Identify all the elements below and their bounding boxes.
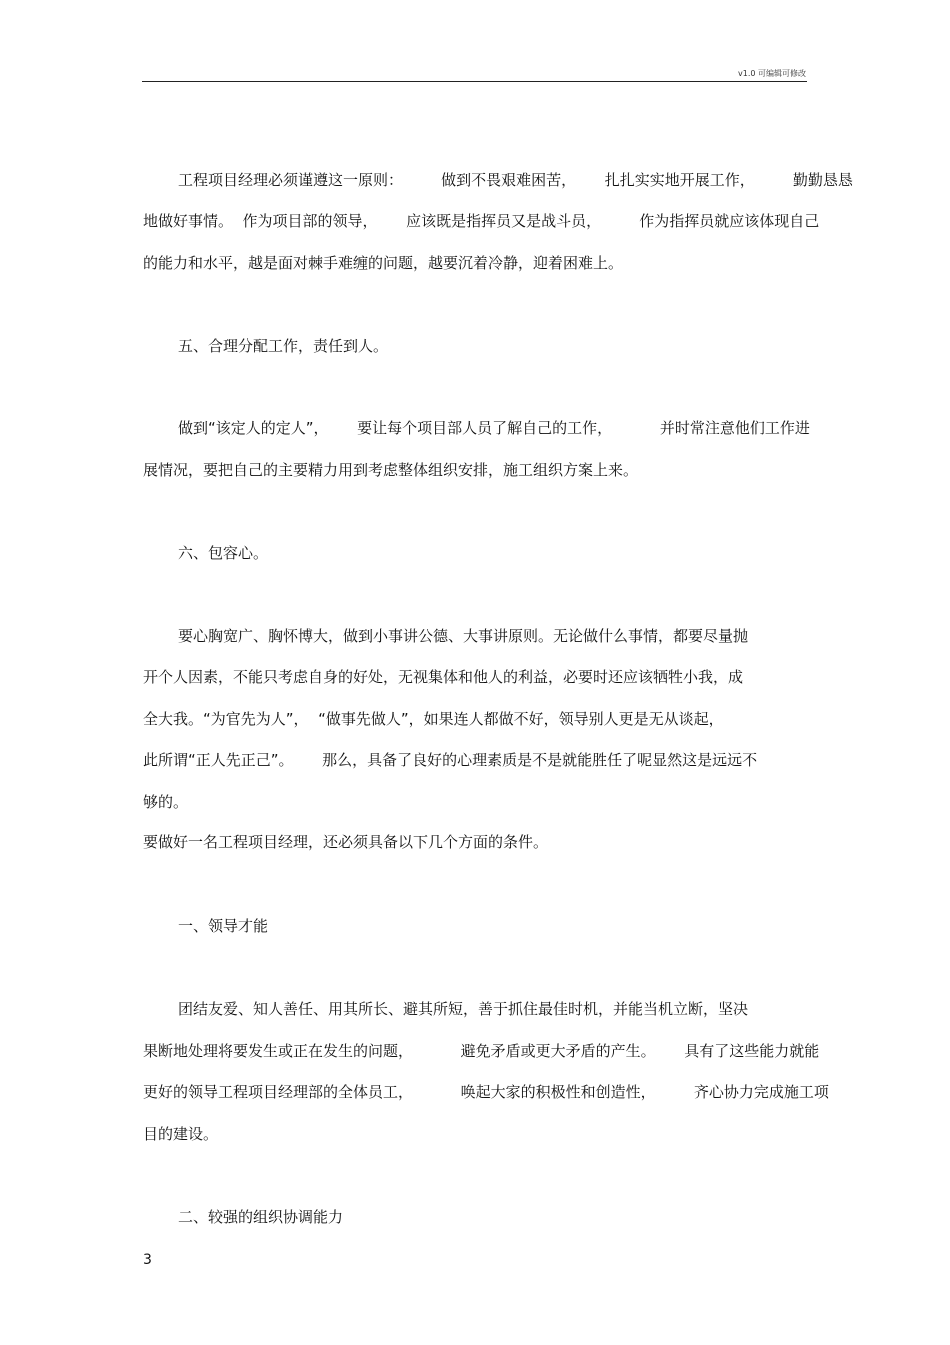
body-line: 做到“该定人的定人”， 要让每个项目部人员了解自己的工作， 并时常注意他们工作进 — [178, 419, 810, 437]
page-number: 3 — [143, 1252, 152, 1268]
body-line: 此所谓“正人先正己”。 那么，具备了良好的心理素质是不是就能胜任了呢显然这是远远不 — [143, 751, 758, 769]
body-line: 更好的领导工程项目经理部的全体员工， 唤起大家的积极性和创造性， 齐心协力完成施工项 — [143, 1083, 829, 1101]
body-line: 工程项目经理必须谨遵这一原则： 做到不畏艰难困苦， 扎扎实实地开展工作， 勤勤恳恳 — [178, 171, 853, 189]
body-line: 要心胸宽广、胸怀博大，做到小事讲公德、大事讲原则。无论做什么事情，都要尽量抛 — [178, 627, 749, 645]
header-rule — [142, 81, 807, 82]
section-heading: 六、包容心。 — [178, 544, 269, 562]
body-line: 展情况，要把自己的主要精力用到考虑整体组织安排，施工组织方案上来。 — [143, 461, 639, 479]
body-line: 的能力和水平，越是面对棘手难缠的问题，越要沉着冷静，迎着困难上。 — [143, 254, 624, 272]
section-heading: 二、较强的组织协调能力 — [178, 1208, 344, 1226]
body-line: 要做好一名工程项目经理，还必须具备以下几个方面的条件。 — [143, 833, 549, 851]
header-version-text: v1.0 可编辑可修改 — [738, 69, 806, 78]
body-line: 全大我。“为官先为人”， “做事先做人”，如果连人都做不好，领导别人更是无从谈起， — [143, 710, 724, 728]
body-line: 够的。 — [143, 793, 189, 811]
section-heading: 一、领导才能 — [178, 917, 269, 935]
body-line: 团结友爱、知人善任、用其所长、避其所短，善于抓住最佳时机，并能当机立断，坚决 — [178, 1000, 749, 1018]
body-line: 地做好事情。 作为项目部的领导， 应该既是指挥员又是战斗员， 作为指挥员就应该体现自己 — [143, 212, 820, 230]
body-line: 果断地处理将要发生或正在发生的问题， 避免矛盾或更大矛盾的产生。 具有了这些能力就能 — [143, 1042, 820, 1060]
body-line: 开个人因素，不能只考虑自身的好处，无视集体和他人的利益，必要时还应该牺牲小我，成 — [143, 668, 744, 686]
body-line: 目的建设。 — [143, 1125, 219, 1143]
section-heading: 五、合理分配工作，责任到人。 — [178, 337, 389, 355]
